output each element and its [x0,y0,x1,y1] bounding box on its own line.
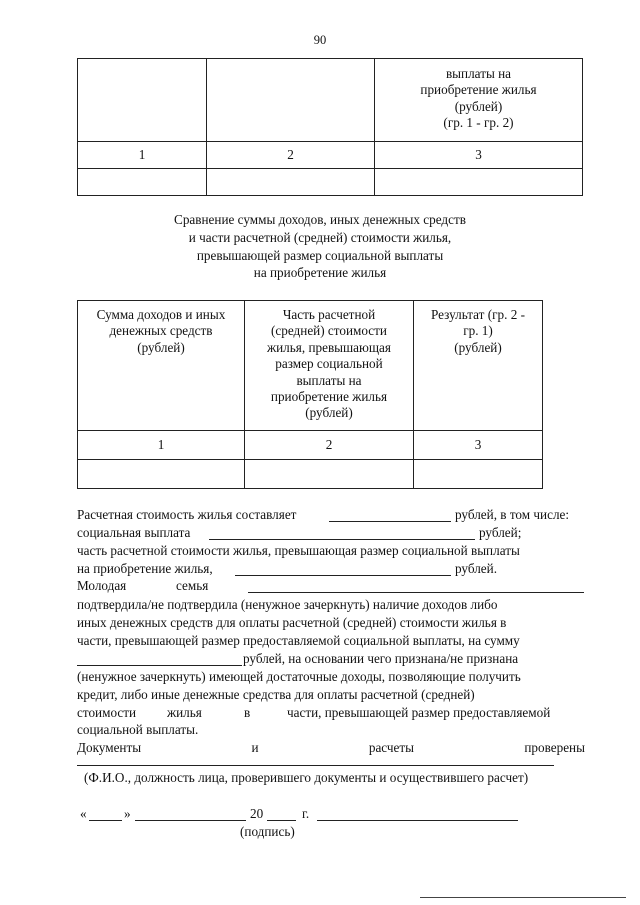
body-text: части, превышающей размер предоставляемой социальной выплаты, на сумму [77,633,520,648]
table-header-row [78,301,543,431]
fill-in-line[interactable] [209,539,475,540]
documents-checked-line [77,740,585,756]
caption-line: и части расчетной (средней) стоимости жилья, [188,229,452,245]
header-text-line: (гр. 1 - гр. 2) [443,115,514,131]
header-text [379,66,578,132]
header-text-line: приобретение жилья [270,389,388,405]
body-text: жилья [167,705,202,720]
body-text: рублей, в том числе: [455,507,570,522]
body-text: Молодая [77,578,127,593]
header-text-line: жилья, превышающая [267,339,391,355]
column-number: 1 [78,431,245,460]
comparison-table [77,300,543,489]
header-text-line: размер социальной [275,356,383,372]
table-header-cell [375,59,583,142]
body-text: рублей. [455,561,498,576]
table-row [78,169,583,196]
table-cell [414,460,543,489]
section-caption [0,211,640,282]
header-text [249,307,409,422]
amount-line[interactable] [77,665,242,666]
caption-line: Сравнение суммы доходов, иных денежных средств [174,212,466,227]
column-number: 1 [78,142,207,169]
body-text: части, превышающей размер предоставляемой [287,705,551,720]
footer-rule [420,897,626,898]
body-text: и [251,740,259,755]
body-text: рублей, на основании чего признана/не признана [243,651,519,666]
body-text: иных денежных средств для оплаты расчетной (средней) стоимости жилья в [77,615,507,630]
header-text-line: Часть расчетной [282,307,376,322]
name-position-caption: (Ф.И.О., должность лица, проверившего документы и осуществившего расчет) [84,770,529,785]
table-header-cell [78,301,245,431]
table-row [78,460,543,489]
quote-close: » [124,806,131,821]
body-text: семья [176,578,209,593]
year-line[interactable] [267,820,296,821]
body-text: подтвердила/не подтвердила (ненужное зачеркнуть) наличие доходов либо [77,597,498,612]
day-line[interactable] [89,820,122,821]
quote-open: « [80,806,87,821]
header-text-line: (рублей) [305,405,353,421]
body-text: кредит, либо иные денежные средства для оплаты расчетной (средней) [77,687,475,702]
signature-caption: (подпись) [240,824,295,839]
body-text: рублей; [479,525,522,540]
caption-line: на приобретение жилья [253,265,387,281]
table-number-row [78,142,583,169]
fill-in-line[interactable] [329,521,451,522]
column-number: 3 [414,431,543,460]
header-text-line: приобретение жилья [420,82,537,98]
body-text: стоимости [77,705,137,720]
header-text-line: (рублей) [454,98,503,114]
body-text: проверены [524,740,585,755]
body-text: на приобретение жилья, [77,561,213,576]
table-number-row [78,431,543,460]
column-number: 2 [245,431,414,460]
table-header-cell [78,59,207,142]
body-text: социальной выплаты. [77,722,199,737]
header-text-line: гр. 1) [463,323,493,339]
table-header-cell [245,301,414,431]
table-header-row [78,59,583,142]
name-position-line[interactable] [77,765,554,766]
table-cell [78,460,245,489]
header-text [82,307,240,356]
body-text: в [244,705,251,720]
caption-line: превышающей размер социальной выплаты [196,247,444,263]
year-prefix: 20 [250,806,264,821]
table-header-cell [207,59,375,142]
page-number: 90 [313,33,327,47]
table-cell [207,169,375,196]
header-text-line: Результат (гр. 2 - [431,307,525,322]
month-line[interactable] [135,820,246,821]
body-text: часть расчетной стоимости жилья, превышающая размер социальной выплаты [77,543,520,558]
body-text: социальная выплата [77,525,191,540]
body-text: Документы [77,740,142,755]
header-text-line: (средней) стоимости [271,323,387,339]
header-text [418,307,538,356]
body-text: Расчетная стоимость жилья составляет [77,507,297,522]
table-cell [245,460,414,489]
column-number: 2 [207,142,375,169]
signature-line[interactable] [317,820,518,821]
table-header-cell [414,301,543,431]
year-suffix: г. [302,806,310,821]
header-text-line: выплаты на [445,66,512,81]
header-text-line: Сумма доходов и иных [96,307,226,322]
body-text: (ненужное зачеркнуть) имеющей достаточные доходы, позволяющие получить [77,669,521,684]
family-name-line[interactable] [248,592,584,593]
header-text-line: выплаты на [296,372,362,388]
table-cell [78,169,207,196]
fill-in-line[interactable] [235,575,451,576]
column-number: 3 [375,142,583,169]
body-text: расчеты [368,740,415,755]
header-text-line: (рублей) [137,339,185,355]
header-text-line: денежных средств [109,323,213,339]
header-text-line: (рублей) [454,339,502,355]
payment-table [77,58,583,196]
table-cell [375,169,583,196]
